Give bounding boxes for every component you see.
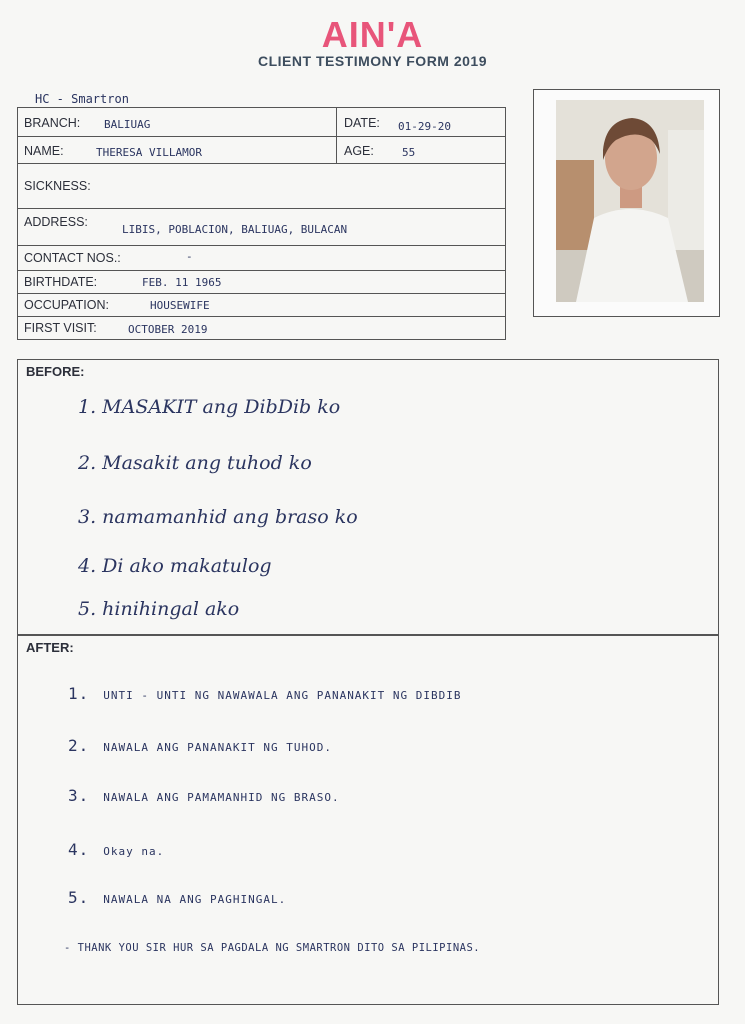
after-item-1-text: UNTI - UNTI NG NAWAWALA ANG PANANAKIT NG DIBDIB	[103, 689, 462, 702]
after-item-2-number: 2.	[68, 736, 90, 755]
form-title: CLIENT TESTIMONY FORM 2019	[258, 53, 487, 69]
client-photo	[556, 100, 704, 302]
after-item-5-number: 5.	[68, 888, 90, 907]
date-label: DATE:	[344, 116, 380, 130]
row-sickness	[18, 163, 505, 209]
after-item-1-number: 1.	[68, 684, 90, 703]
before-section	[17, 359, 719, 635]
before-item-4: 4. Di ako makatulog	[78, 555, 272, 577]
after-item-2-text: NAWALA ANG PANANAKIT NG TUHOD.	[103, 741, 332, 754]
name-value: THERESA VILLAMOR	[96, 146, 202, 159]
logo: AIN'A	[321, 14, 424, 55]
after-item-4-text: Okay na.	[103, 845, 165, 858]
client-photo-illustration	[556, 100, 704, 302]
before-item-1: 1. MASAKIT ang DibDib ko	[78, 396, 341, 418]
contact-value: -	[186, 250, 193, 263]
row-address	[18, 208, 505, 246]
after-item-5	[68, 888, 286, 907]
branch-label: BRANCH:	[24, 116, 81, 130]
client-photo-frame	[533, 89, 720, 317]
branch-value: BALIUAG	[104, 118, 151, 131]
occupation-label: OCCUPATION:	[24, 298, 109, 312]
after-item-3-text: NAWALA ANG PAMAMANHID NG BRASO.	[103, 791, 340, 804]
after-item-3	[68, 786, 340, 805]
row-branch-date	[18, 108, 505, 136]
after-item-2	[68, 736, 332, 755]
row-first-visit	[18, 316, 505, 341]
age-value: 55	[402, 146, 416, 159]
before-item-5: 5. hinihingal ako	[78, 598, 240, 620]
address-label: ADDRESS:	[24, 215, 88, 229]
after-item-5-text: NAWALA NA ANG PAGHINGAL.	[103, 893, 287, 906]
date-value: 01-29-20	[398, 120, 451, 133]
after-item-1	[68, 684, 462, 703]
client-info-table	[17, 107, 506, 340]
handwritten-note: HC - Smartron	[35, 92, 129, 106]
row-contact	[18, 245, 505, 271]
first-visit-label: FIRST VISIT:	[24, 321, 97, 335]
before-item-3: 3. namamanhid ang braso ko	[78, 506, 358, 528]
first-visit-value: OCTOBER 2019	[128, 323, 208, 336]
address-value: LIBIS, POBLACION, BALIUAG, BULACAN	[122, 223, 348, 236]
row-occupation	[18, 293, 505, 317]
name-label: NAME:	[24, 144, 64, 158]
age-label: AGE:	[344, 144, 374, 158]
after-item-4	[68, 840, 164, 859]
before-title: BEFORE:	[26, 364, 85, 379]
after-title: AFTER:	[26, 640, 74, 655]
birthdate-value: FEB. 11 1965	[142, 276, 222, 289]
row-name-age	[18, 136, 505, 164]
birthdate-label: BIRTHDATE:	[24, 275, 98, 289]
occupation-value: HOUSEWIFE	[150, 299, 210, 312]
after-section	[17, 635, 719, 1005]
before-item-2: 2. Masakit ang tuhod ko	[78, 452, 312, 474]
after-item-3-number: 3.	[68, 786, 90, 805]
after-closing-note: - THANK YOU SIR HUR SA PAGDALA NG SMARTRON DITO SA PILIPINAS.	[64, 942, 481, 954]
row-birthdate	[18, 270, 505, 294]
contact-label: CONTACT NOS.:	[24, 251, 121, 265]
sickness-label: SICKNESS:	[24, 179, 91, 193]
after-item-4-number: 4.	[68, 840, 90, 859]
